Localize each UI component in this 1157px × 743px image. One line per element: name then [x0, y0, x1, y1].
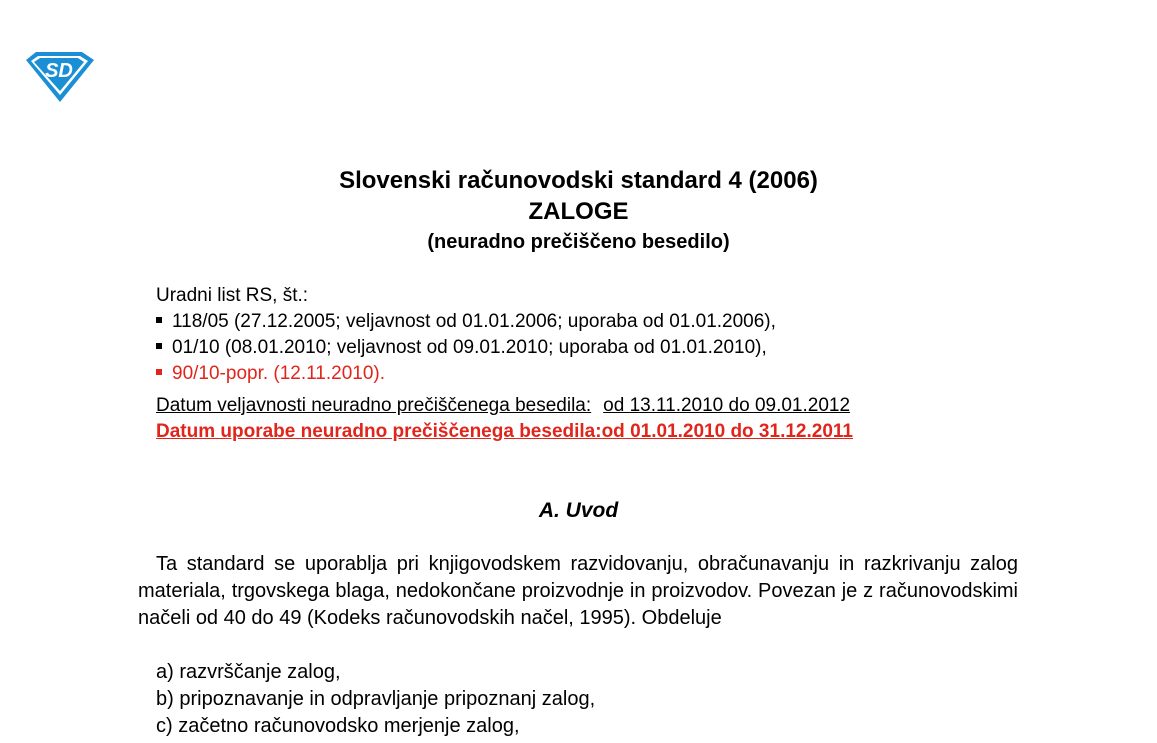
validity-dates [156, 393, 853, 445]
gazette-item-text: 118/05 (27.12.2005; veljavnost od 01.01.2006; uporaba od 01.01.2006), [172, 311, 776, 332]
gazette-item [156, 309, 776, 335]
usage-line [156, 419, 853, 445]
section-heading: A. Uvod [538, 499, 619, 522]
gazette-item [156, 335, 776, 361]
document-subtitle: ZALOGE [528, 198, 629, 225]
square-bullet-icon [156, 317, 162, 323]
validity-label: Datum veljavnosti neuradno prečiščenega besedila: [156, 395, 592, 416]
gazette-item-highlighted [156, 361, 776, 387]
gazette-list [156, 309, 776, 387]
list-item: c) začetno računovodsko merjenje zalog, [156, 715, 520, 737]
gazette-item-text: 01/10 (08.01.2010; veljavnost od 09.01.2010; uporaba od 01.01.2010), [172, 337, 767, 358]
list-item: b) pripoznavanje in odpravljanje pripoznanj zalog, [156, 688, 596, 710]
document-title: Slovenski računovodski standard 4 (2006) [339, 167, 818, 194]
gazette-label: Uradni list RS, št.: [156, 285, 309, 306]
svg-text:SD: SD [45, 60, 73, 82]
sd-shield-logo-icon [22, 50, 96, 104]
usage-label: Datum uporabe neuradno prečiščenega besedila: [156, 421, 602, 442]
square-bullet-icon [156, 369, 162, 375]
square-bullet-icon [156, 343, 162, 349]
document-note: (neuradno prečiščeno besedilo) [427, 231, 730, 253]
validity-line [156, 393, 853, 419]
validity-value: od 13.11.2010 do 09.01.2012 [603, 395, 851, 416]
gazette-item-text: 90/10-popr. (12.11.2010). [172, 363, 386, 384]
section-paragraph: Ta standard se uporablja pri knjigovodskem razvidovanju, obračunavanju in razkrivanju zalog materiala, trgovskega blaga, nedokončane proizvodnje in proizvodov. Povezan je z računovodskimi načeli od 40 do 49 (Kodeks računovodskih načel, 1995). Obdeluje [138, 553, 1018, 629]
section-list [156, 659, 595, 740]
gazette-references [156, 283, 776, 387]
usage-value: od 01.01.2010 do 31.12.2011 [601, 421, 853, 442]
list-item: a) razvrščanje zalog, [156, 661, 341, 683]
